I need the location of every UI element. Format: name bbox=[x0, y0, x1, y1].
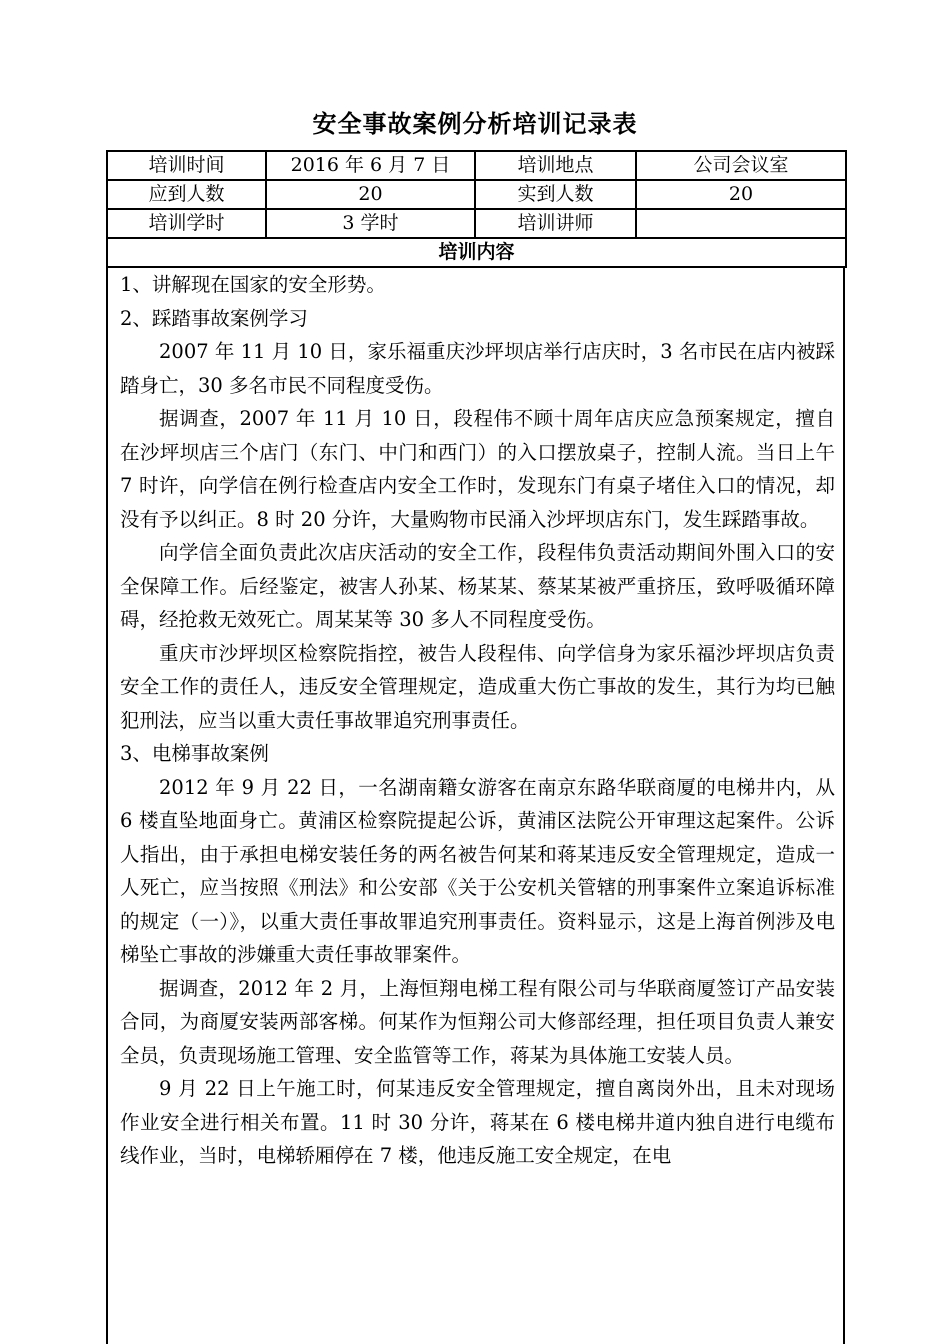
content-paragraph: 向学信全面负责此次店庆活动的安全工作，段程伟负责活动期间外围入口的安全保障工作。后经鉴定，被害人孙某、杨某某、蔡某某被严重挤压，致呼吸循环障碍，经抢救无效死亡。周某某等 30 多人不同程度受伤。 bbox=[120, 541, 835, 631]
training-time-value: 2016 年 6 月 7 日 bbox=[266, 151, 475, 180]
training-content bbox=[106, 268, 845, 1344]
page-title: 安全事故案例分析培训记录表 bbox=[312, 109, 638, 138]
content-paragraph: 2012 年 9 月 22 日，一名湖南籍女游客在南京东路华联商厦的电梯井内，从 6 楼直坠地面身亡。黄浦区检察院提起公诉，黄浦区法院公开审理这起案件。公诉人指出，由于承担电梯安装任务的两名被告何某和蒋某违反安全管理规定，造成一人死亡，应当按照《刑法》和公安部《关于公安机关管辖的刑事案件立案追诉标准的规定（一）》，以重大责任事故罪追究刑事责任。资料显示，这是上海首例涉及电梯坠亡事故的涉嫌重大责任事故罪案件。 bbox=[120, 775, 835, 966]
lecturer-value bbox=[636, 209, 846, 238]
content-paragraph: 9 月 22 日上午施工时，何某违反安全管理规定，擅自离岗外出，且未对现场作业安全进行相关布置。11 时 30 分许，蒋某在 6 楼电梯井道内独自进行电缆布线作业，当时，电梯轿厢停在 7 楼，他违反施工安全规定，在电 bbox=[120, 1077, 835, 1167]
training-info-table bbox=[106, 150, 847, 268]
table-row bbox=[107, 209, 846, 238]
actual-count-label: 实到人数 bbox=[475, 180, 636, 209]
content-paragraph: 据调查，2007 年 11 月 10 日，段程伟不顾十周年店庆应急预案规定，擅自在沙坪坝店三个店门（东门、中门和西门）的入口摆放桌子，控制人流。当日上午 7 时许，向学信在例行检查店内安全工作时，发现东门有桌子堵住入口的情况，却没有予以纠正。8 时 20 分许，大量购物市民涌入沙坪坝店东门，发生踩踏事故。 bbox=[120, 407, 835, 531]
lecturer-label: 培训讲师 bbox=[475, 209, 636, 238]
content-item-1: 1、讲解现在国家的安全形势。 bbox=[120, 273, 386, 296]
table-row bbox=[107, 238, 846, 267]
training-time-label: 培训时间 bbox=[107, 151, 266, 180]
expected-count-label: 应到人数 bbox=[107, 180, 266, 209]
content-item-2: 2、踩踏事故案例学习 bbox=[120, 306, 308, 330]
content-header: 培训内容 bbox=[107, 238, 846, 267]
training-place-label: 培训地点 bbox=[475, 151, 636, 180]
table-row bbox=[107, 151, 846, 180]
training-place-value: 公司会议室 bbox=[636, 151, 846, 180]
training-hours-value: 3 学时 bbox=[266, 209, 475, 238]
table-row bbox=[107, 180, 846, 209]
actual-count-value: 20 bbox=[636, 180, 846, 209]
content-paragraph: 重庆市沙坪坝区检察院指控，被告人段程伟、向学信身为家乐福沙坪坝店负责安全工作的责任人，违反安全管理规定，造成重大伤亡事故的发生，其行为均已触犯刑法，应当以重大责任事故罪追究刑事责任。 bbox=[120, 641, 835, 732]
content-paragraph: 据调查，2012 年 2 月，上海恒翔电梯工程有限公司与华联商厦签订产品安装合同，为商厦安装两部客梯。何某作为恒翔公司大修部经理，担任项目负责人兼安全员，负责现场施工管理、安全监管等工作，蒋某为具体施工安装人员。 bbox=[120, 976, 835, 1067]
training-hours-label: 培训学时 bbox=[107, 209, 266, 238]
content-item-3: 3、电梯事故案例 bbox=[120, 742, 269, 765]
content-paragraph: 2007 年 11 月 10 日，家乐福重庆沙坪坝店举行店庆时，3 名市民在店内被踩踏身亡，30 多名市民不同程度受伤。 bbox=[120, 340, 835, 397]
expected-count-value: 20 bbox=[266, 180, 475, 209]
